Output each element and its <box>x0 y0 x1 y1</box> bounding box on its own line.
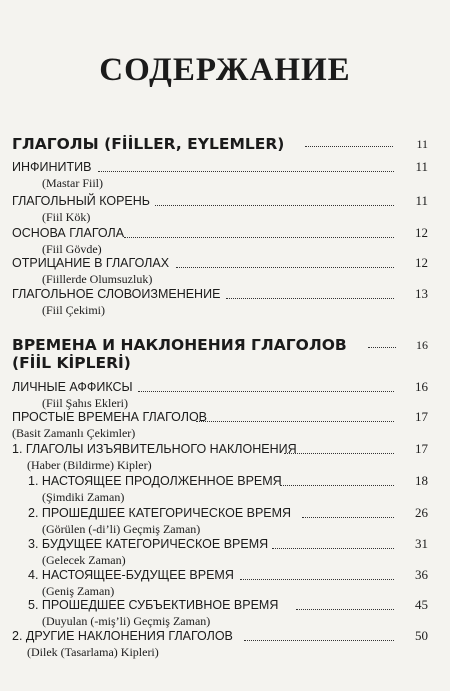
leader-dots <box>226 298 394 299</box>
page-number: 16 <box>416 338 428 352</box>
entry-subtitle: (Şimdiki Zaman) <box>42 490 125 504</box>
toc-entry <box>0 628 450 644</box>
entry-subtitle: (Mastar Fiil) <box>42 176 103 190</box>
entry-subtitle: (Gelecek Zaman) <box>42 553 126 567</box>
page-number: 11 <box>416 137 428 151</box>
page-number: 18 <box>415 473 428 488</box>
toc-chapter-tenses <box>0 335 450 354</box>
entry-subtitle: (Geniş Zaman) <box>42 584 115 598</box>
page-number: 11 <box>415 159 428 174</box>
toc-entry <box>0 441 450 457</box>
toc-entry <box>0 597 450 613</box>
entry-subtitle: (Fiil Kök) <box>42 210 91 224</box>
leader-dots <box>305 146 393 147</box>
chapter-title: ВРЕМЕНА И НАКЛОНЕНИЯ ГЛАГОЛОВ <box>12 336 347 354</box>
leader-dots <box>284 453 394 454</box>
entry-label: ГЛАГОЛЬНОЕ СЛОВОИЗМЕНЕНИЕ <box>12 287 221 301</box>
leader-dots <box>272 548 394 549</box>
page-number: 13 <box>415 286 428 301</box>
entry-label: 2. ПРОШЕДШЕЕ КАТЕГОРИЧЕСКОЕ ВРЕМЯ <box>28 506 292 520</box>
leader-dots <box>124 237 394 238</box>
entry-label: ОСНОВА ГЛАГОЛА <box>12 226 125 240</box>
entry-subtitle: (Fiil Şahıs Ekleri) <box>42 396 128 410</box>
leader-dots <box>368 347 396 348</box>
page-number: 36 <box>415 567 428 582</box>
toc-entry <box>0 536 450 552</box>
page-number: 26 <box>415 505 428 520</box>
toc-entry <box>0 409 450 425</box>
toc-entry <box>0 505 450 521</box>
entry-subtitle: (Basit Zamanlı Çekimler) <box>12 426 136 440</box>
leader-dots <box>155 205 394 206</box>
page-number: 31 <box>415 536 428 551</box>
entry-subtitle: (Fiil Çekimi) <box>42 303 105 317</box>
entry-label: 3. БУДУЩЕЕ КАТЕГОРИЧЕСКОЕ ВРЕМЯ <box>28 537 269 551</box>
entry-label: 4. НАСТОЯЩЕЕ-БУДУЩЕЕ ВРЕМЯ <box>28 568 234 582</box>
leader-dots <box>176 267 394 268</box>
page-number: 16 <box>415 379 428 394</box>
entry-subtitle: (Fiillerde Olumsuzluk) <box>42 272 153 286</box>
entry-subtitle: (Dilek (Tasarlama) Kipleri) <box>27 645 159 659</box>
toc-chapter-verbs <box>0 134 450 153</box>
page-number: 17 <box>415 409 428 424</box>
page-number: 45 <box>415 597 428 612</box>
toc-entry <box>0 255 450 271</box>
entry-subtitle: (Fiil Gövde) <box>42 242 102 256</box>
page-number: 11 <box>415 193 428 208</box>
entry-label: 5. ПРОШЕДШЕЕ СУБЪЕКТИВНОЕ ВРЕМЯ <box>28 598 279 612</box>
toc-entry <box>0 193 450 209</box>
entry-label: 1. НАСТОЯЩЕЕ ПРОДОЛЖЕННОЕ ВРЕМЯ <box>28 474 282 488</box>
leader-dots <box>280 485 394 486</box>
leader-dots <box>138 391 394 392</box>
entry-label: ИНФИНИТИВ <box>12 160 92 174</box>
leader-dots <box>98 171 394 172</box>
leader-dots <box>196 421 394 422</box>
toc-entry <box>0 379 450 395</box>
leader-dots <box>244 640 394 641</box>
entry-label: ГЛАГОЛЬНЫЙ КОРЕНЬ <box>12 194 150 208</box>
entry-subtitle: (Duyulan (-miş’li) Geçmiş Zaman) <box>42 614 211 628</box>
toc-entry <box>0 567 450 583</box>
leader-dots <box>240 579 394 580</box>
page-number: 50 <box>415 628 428 643</box>
leader-dots <box>296 609 394 610</box>
page-number: 12 <box>415 225 428 240</box>
chapter-title: ГЛАГОЛЫ (FİİLLER, EYLEMLER) <box>12 135 285 153</box>
toc-entry <box>0 473 450 489</box>
entry-label: ПРОСТЫЕ ВРЕМЕНА ГЛАГОЛОВ <box>12 410 208 424</box>
toc-entry <box>0 286 450 302</box>
entry-label: 2. ДРУГИЕ НАКЛОНЕНИЯ ГЛАГОЛОВ <box>12 629 233 643</box>
page-number: 12 <box>415 255 428 270</box>
page-title: СОДЕРЖАНИЕ <box>99 52 351 88</box>
toc-entry <box>0 225 450 241</box>
chapter-title-line2: (FİİL KİPLERİ) <box>12 354 131 372</box>
entry-label: 1. ГЛАГОЛЫ ИЗЪЯВИТЕЛЬНОГО НАКЛОНЕНИЯ <box>12 442 297 456</box>
entry-subtitle: (Haber (Bildirme) Kipler) <box>27 458 152 472</box>
toc-entry <box>0 159 450 175</box>
entry-label: ЛИЧНЫЕ АФФИКСЫ <box>12 380 133 394</box>
entry-label: ОТРИЦАНИЕ В ГЛАГОЛАХ <box>12 256 170 270</box>
entry-subtitle: (Görülen (-di’li) Geçmiş Zaman) <box>42 522 201 536</box>
page-number: 17 <box>415 441 428 456</box>
leader-dots <box>302 517 394 518</box>
